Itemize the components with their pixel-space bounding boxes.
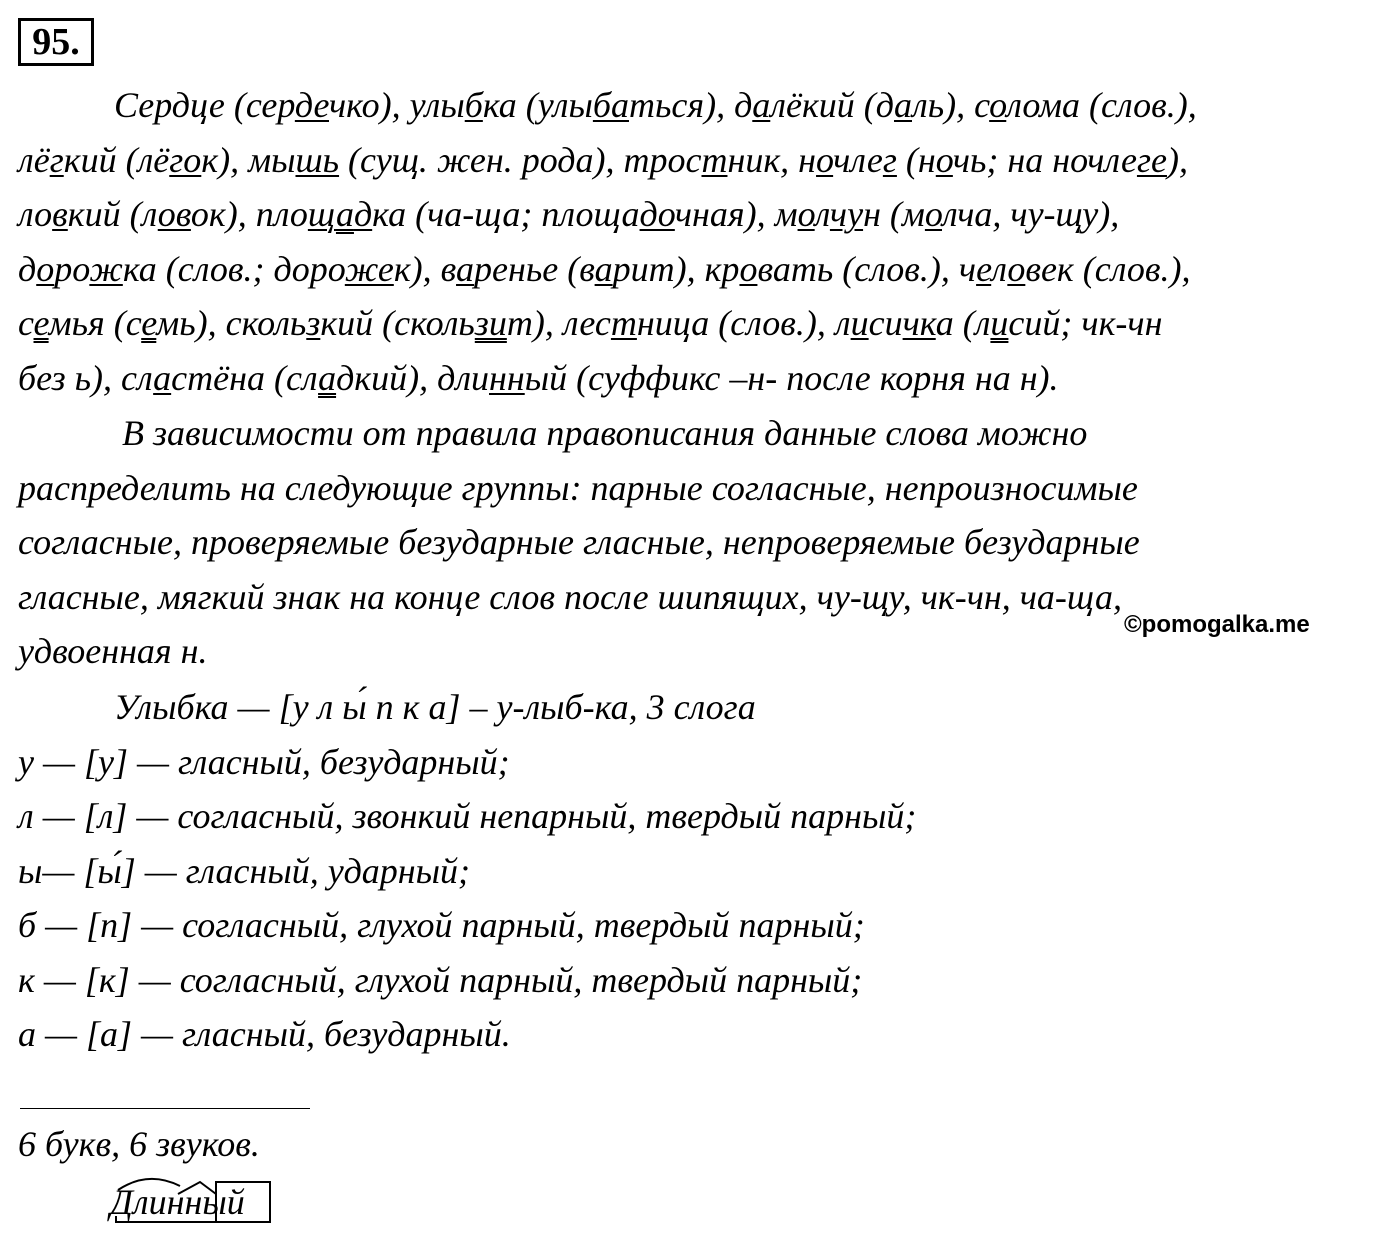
text: рит), кр xyxy=(612,248,740,289)
exercise-number: 95. xyxy=(18,18,94,66)
text: чь; на ночле xyxy=(952,139,1137,180)
text: (сущ. жен. рода), трос xyxy=(339,139,702,180)
rules-line: удвоенная н. xyxy=(18,631,208,671)
text: д xyxy=(18,248,37,289)
text: ренье (в xyxy=(474,248,595,289)
underlined-letters: до xyxy=(639,194,675,234)
double-underlined-letters: зи xyxy=(474,303,507,343)
word-list-line-5 xyxy=(18,296,1197,351)
text: а (л xyxy=(935,303,991,343)
analysis-row: л — [л] — согласный, звонкий непарный, твердый парный; xyxy=(18,796,917,836)
text: кий (л xyxy=(67,194,158,234)
underlined-letters: де xyxy=(294,85,329,125)
text: ка (улы xyxy=(482,85,593,125)
double-underlined-letters: е xyxy=(141,303,157,343)
text: мь), сколь xyxy=(156,303,307,343)
underlined-letters: а xyxy=(153,357,172,398)
footnote-divider xyxy=(20,1108,310,1109)
analysis-row: у — [у] — гласный, безударный; xyxy=(18,741,510,782)
text: к), в xyxy=(393,248,457,289)
double-underlined-letters: а xyxy=(335,194,354,234)
analysis-row: б — [п] — согласный, глухой парный, твердый парный; xyxy=(18,905,865,945)
underlined-letters: о xyxy=(1007,248,1026,289)
text: ница (слов.), л xyxy=(636,303,851,343)
ending-box xyxy=(216,1182,270,1222)
text: чная), м xyxy=(674,194,798,234)
text: стёна (сл xyxy=(171,357,319,398)
underlined-letters: ж xyxy=(89,248,123,289)
underlined-letters: а xyxy=(894,85,912,125)
analysis-row: а — [а] — гласный, безударный. xyxy=(18,1014,511,1054)
underlined-letters: з xyxy=(306,303,321,343)
underlined-letters: о xyxy=(924,194,942,234)
word-list-line-2 xyxy=(18,133,1197,188)
text: ться), д xyxy=(628,85,753,125)
underlined-letters: б xyxy=(464,85,483,125)
word-list-line-3 xyxy=(18,187,1197,242)
text: дкий), дли xyxy=(336,357,490,398)
text: ка (ча-ща; площа xyxy=(372,194,640,234)
text: ок), пло xyxy=(190,194,308,234)
word-list-line-4 xyxy=(18,242,1197,297)
text: к), мы xyxy=(201,139,296,180)
text: лё xyxy=(18,139,50,180)
underlined-letters: о xyxy=(36,248,55,289)
text: чле xyxy=(833,139,883,180)
double-underlined-letters: а xyxy=(318,357,337,398)
underlined-letters: о xyxy=(797,194,815,234)
word-list-paragraph xyxy=(18,78,1197,405)
analysis-row: к — [к] — согласный, глухой парный, твердый парный; xyxy=(18,959,863,1000)
rules-line: В зависимости от правила правописания данные слова можно xyxy=(122,413,1088,453)
text: мья (с xyxy=(48,303,142,343)
underlined-letters: т xyxy=(701,139,728,180)
text: сий; чк-чн xyxy=(1008,303,1163,343)
underlined-letters: о xyxy=(739,248,758,289)
underlined-letters: е xyxy=(976,248,992,289)
watermark: ©pomogalka.me xyxy=(1124,611,1310,638)
double-underlined-letters: е xyxy=(33,303,49,343)
text: си xyxy=(868,303,903,343)
underlined-letters: же xyxy=(344,248,394,289)
text: ), xyxy=(1166,139,1188,180)
text: Сердце (сер xyxy=(114,85,295,125)
underlined-letters: чк xyxy=(902,303,936,343)
analysis-row: ы— [ы́] — гласный, ударный; xyxy=(18,850,471,891)
text: ро xyxy=(54,248,90,289)
underlined-letters: о xyxy=(935,139,953,180)
footnote: 6 букв, 6 звуков. xyxy=(18,1124,260,1164)
morpheme-diagram xyxy=(108,1168,278,1230)
rules-line: согласные, проверяемые безударные гласные, непроверяемые безударные xyxy=(18,522,1140,562)
text: вать (слов.), ч xyxy=(757,248,977,289)
underlined-letters: г xyxy=(49,139,64,180)
underlined-letters: и xyxy=(850,303,869,343)
text: ло xyxy=(18,194,53,234)
text: лёкий (д xyxy=(770,85,894,125)
text: ник, н xyxy=(727,139,817,180)
underlined-letters: в xyxy=(52,194,68,234)
text: с xyxy=(18,303,34,343)
suffix-mark xyxy=(178,1182,216,1194)
underlined-letters: чу xyxy=(829,194,864,234)
underlined-letters: ге xyxy=(1136,139,1167,180)
rules-line: гласные, мягкий знак на конце слов после шипящих, чу-щу, чк-чн, ча-ща, xyxy=(18,576,1122,617)
text: т), лес xyxy=(506,303,611,343)
text: ый (суффикс –н- после корня на н). xyxy=(524,357,1059,398)
text: ль), с xyxy=(912,85,990,125)
text: лча, чу-щу), xyxy=(942,194,1120,234)
rules-line: распределить на следующие группы: парные согласные, непроизносимые xyxy=(18,467,1138,508)
text: н (м xyxy=(863,194,925,234)
underlined-letters: ов xyxy=(157,194,191,234)
phonetic-analysis xyxy=(18,680,916,1062)
word-stem: Длин xyxy=(110,1182,185,1222)
rules-paragraph xyxy=(18,406,1140,679)
word-list-line-6 xyxy=(18,351,1197,406)
stem-bracket xyxy=(116,1216,216,1222)
underlined-letters: т xyxy=(610,303,637,343)
underlined-letters: а xyxy=(594,248,613,289)
word-ending: ный xyxy=(184,1182,245,1222)
text: (н xyxy=(896,139,936,180)
underlined-letters: щ xyxy=(307,194,336,234)
text: без ь), сл xyxy=(18,357,154,398)
underlined-letters: а xyxy=(752,85,771,125)
double-underlined-letters: и xyxy=(990,303,1009,343)
underlined-letters: о xyxy=(816,139,834,180)
word-list-line-1 xyxy=(18,78,1197,133)
root-arc xyxy=(118,1179,180,1190)
text: кий (сколь xyxy=(320,303,475,343)
underlined-letters: ба xyxy=(592,85,629,125)
underlined-letters: о xyxy=(989,85,1007,125)
analysis-title: Улыбка — [у л ы́ п к а] – у-лыб-ка, 3 слога xyxy=(114,687,756,727)
underlined-letters: г xyxy=(882,139,897,180)
text: кий (лё xyxy=(63,139,170,180)
underlined-letters: шь xyxy=(295,139,340,180)
text: л xyxy=(991,248,1008,289)
underlined-letters: го xyxy=(169,139,202,180)
text: чко), улы xyxy=(329,85,465,125)
underlined-letters: нн xyxy=(489,357,525,398)
underlined-letters: а xyxy=(456,248,475,289)
morpheme-marks xyxy=(108,1168,278,1230)
text: л xyxy=(814,194,830,234)
text: век (слов.), xyxy=(1025,248,1191,289)
text: ка (слов.; доро xyxy=(122,248,345,289)
underlined-letters: д xyxy=(353,194,373,234)
text: лома (слов.), xyxy=(1006,85,1197,125)
